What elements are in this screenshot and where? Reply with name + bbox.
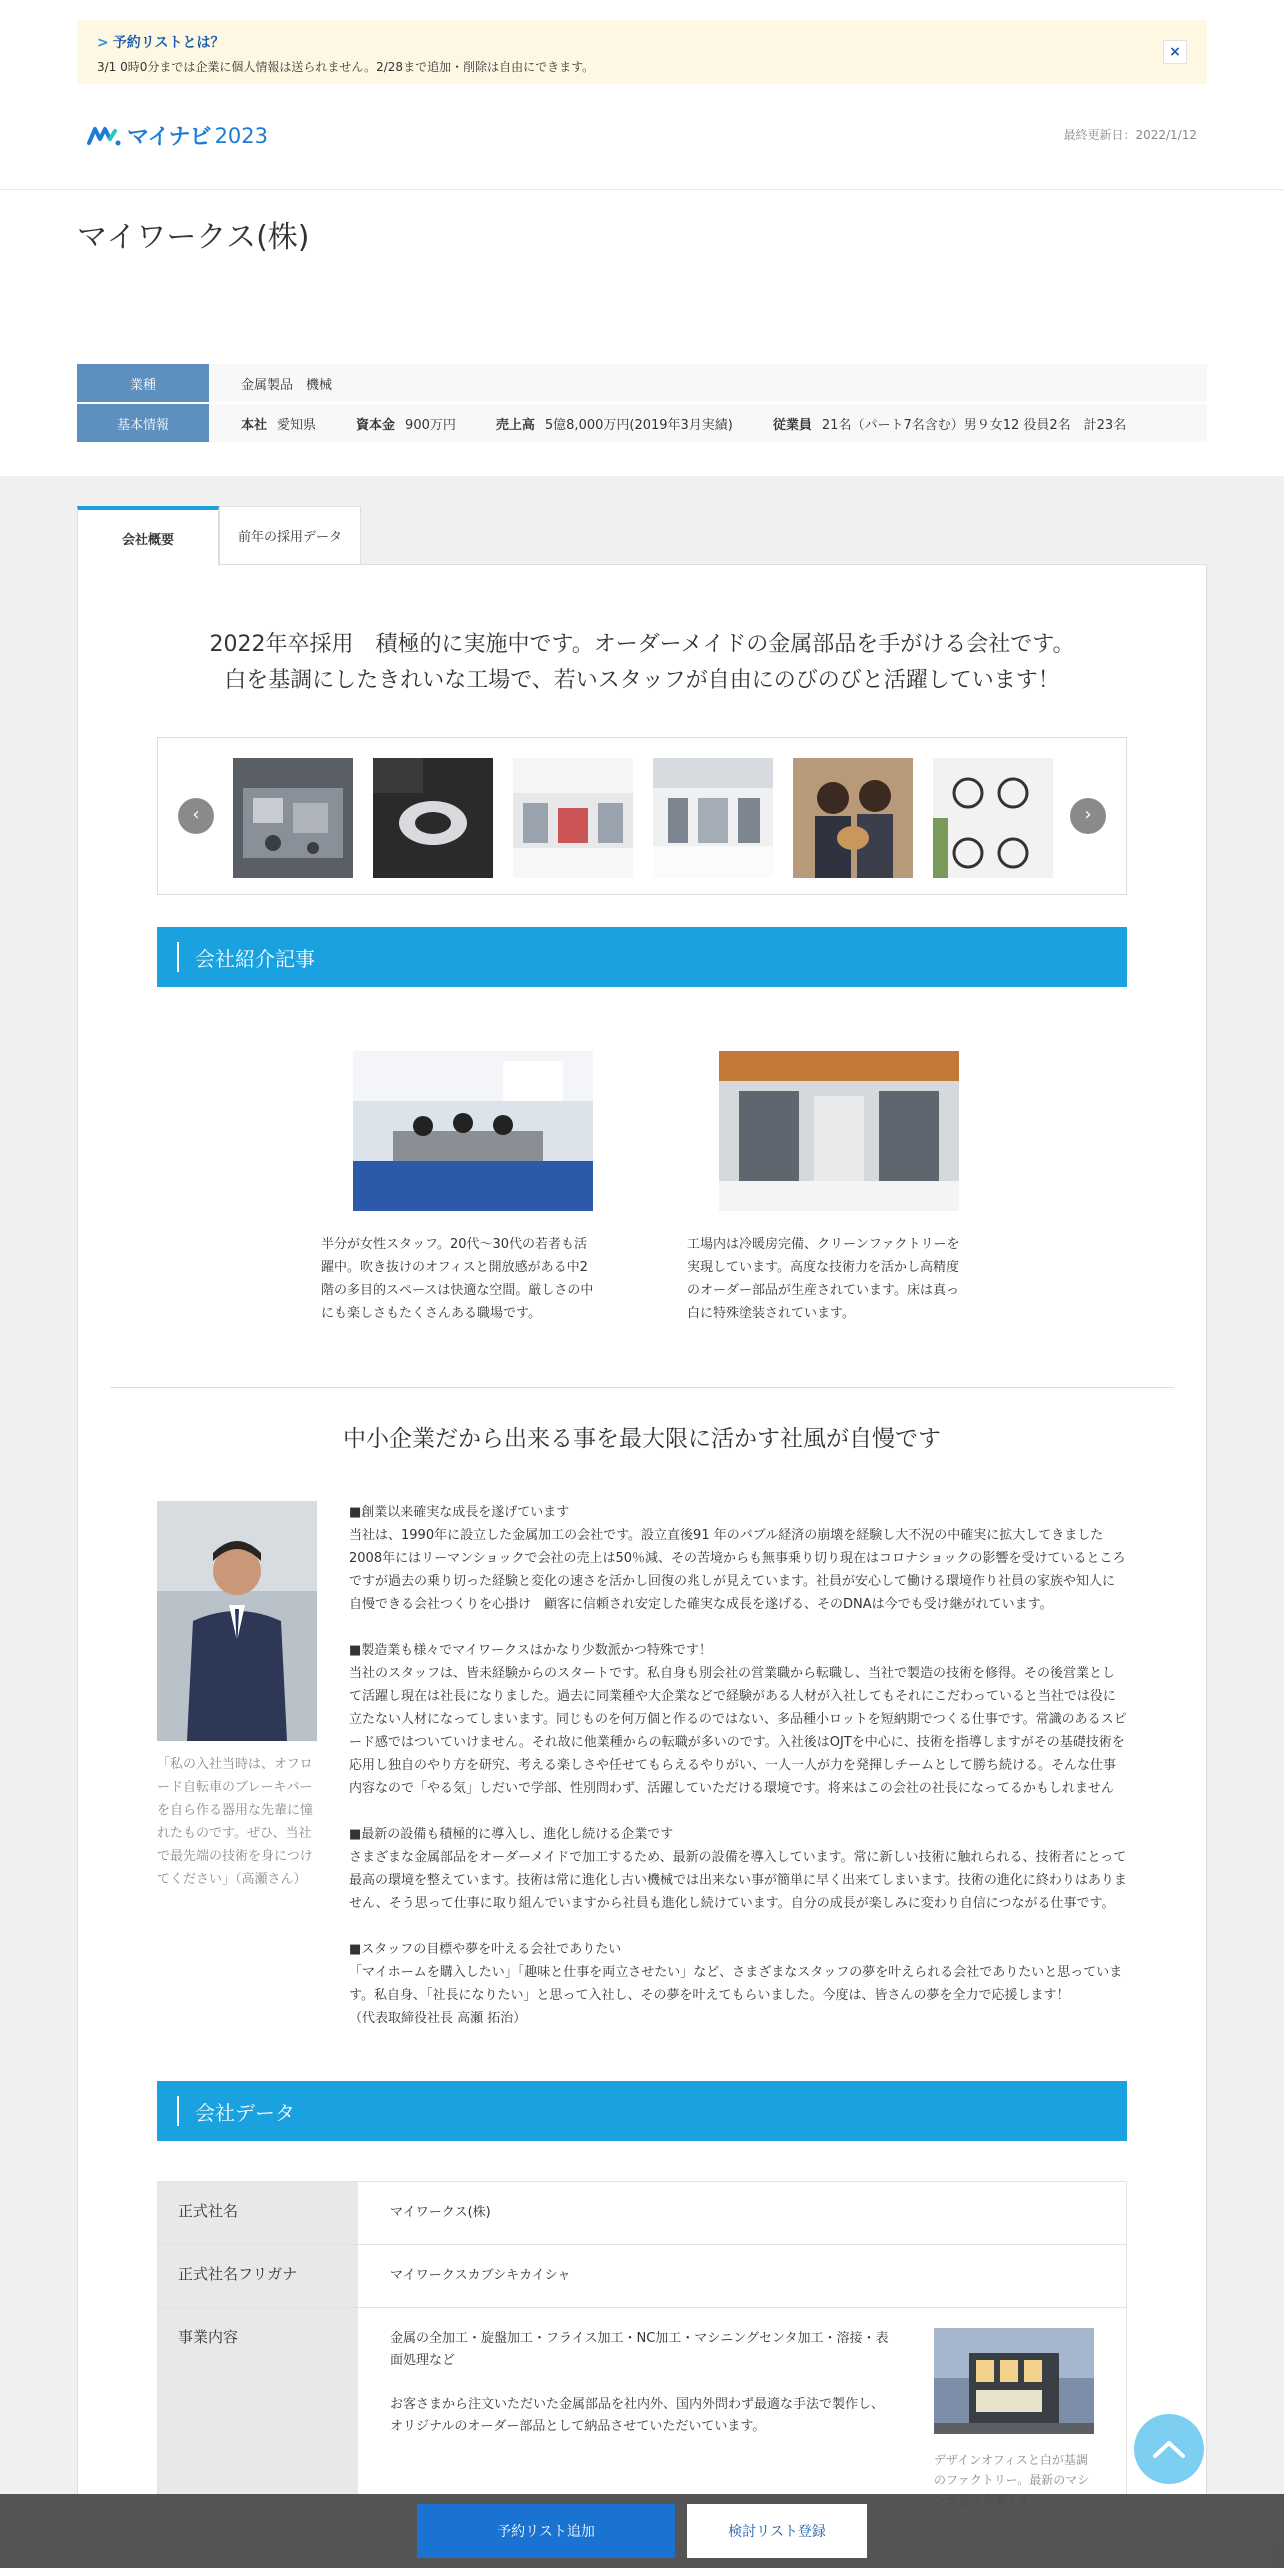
mynavi-logo[interactable]: [87, 120, 268, 151]
business-value: [358, 2308, 1126, 2507]
add-reservation-list-button[interactable]: 予約リスト追加: [417, 2504, 675, 2558]
staff-value: 21名（パート7名含む）男９女12 役員2名 計23名: [821, 417, 1127, 433]
section-company-intro-title: 会社紹介記事: [195, 946, 315, 971]
carousel-prev-button[interactable]: ‹: [178, 798, 214, 834]
bottom-action-bar: [0, 2494, 1284, 2568]
president-message: [157, 1501, 1127, 2053]
capital-info: [356, 414, 456, 433]
carousel-photo-metal-ring[interactable]: [373, 758, 493, 878]
staff-key: 従業員: [772, 417, 812, 433]
photo-carousel: [157, 737, 1127, 895]
business-photo-building: [934, 2328, 1094, 2434]
sales-key: 売上高: [495, 417, 535, 433]
last-updated: 最終更新日：2022/1/12: [1063, 128, 1197, 142]
article-factory: [687, 1051, 963, 1325]
article-photo-factory[interactable]: [719, 1051, 959, 1211]
message-paragraph-manufacturing: ■製造業も様々でマイワークスはかなり少数派かつ特殊です！ 当社のスタッフは、皆未経験からのスタートです。私自身も別会社の営業職から転職し、当社で製造の技術を修得。その後営業として活躍し現在は社長になりました。過去に同業種や大企業などで経験がある人材が入社してもそれにこだわっていると当社では役に立たない人材になってしまいます。同じものを何万個と作るのではない、多品種小ロットを短納期でつくる仕事です。常識のあるスピード感ではついていけません。それ故に他業種からの転職が多いのです。入社後はOJTを中心に、技術を指導しますがその基礎技術を応用し独自のやり方を研究、考える楽しさや任せてもらえるやりがい、一人一人が力を発揮しチームとして勝ち続ける。そんな仕事内容なので「やる気」しだいで学部、性別問わず、活躍していただける環境です。将来はこの会社の社長になってるかもしれません: [349, 1643, 1127, 1796]
hq-key: 本社: [241, 417, 268, 433]
site-header: [0, 84, 1284, 190]
carousel-photo-machine-parts[interactable]: [233, 758, 353, 878]
basic-row: [77, 404, 1207, 442]
main-panel: [77, 564, 1207, 2544]
company-name: マイワークス(株): [77, 220, 310, 255]
notice-text: 3/1 0時0分までは企業に個人情報は送られません。2/28まで追加・削除は自由にできます。: [97, 60, 595, 74]
table-row: [158, 2245, 1126, 2308]
official-name-label: 正式社名: [158, 2182, 358, 2244]
section-bar-mark: [177, 942, 179, 972]
section-company-data-title: 会社データ: [195, 2100, 295, 2125]
furigana-value: マイワークスカブシキカイシャ: [390, 2268, 571, 2283]
president-photo: [157, 1501, 317, 1741]
section-bar-mark: [177, 2096, 179, 2126]
notice-title: 予約リストとは？: [112, 35, 225, 51]
basic-info-table: [77, 364, 1207, 442]
section-company-intro: [157, 927, 1127, 987]
intro-articles: [78, 1051, 1206, 1325]
carousel-next-button[interactable]: ›: [1070, 798, 1106, 834]
president-message-body: [349, 1501, 1127, 2053]
basic-label: 基本情報: [77, 404, 209, 442]
business-text-2: お客さまから注文いただいた金属部品を社内外、国内外問わず最適な手法で製作し、オリジナルのオーダー部品として納品させていただいています。: [390, 2397, 885, 2434]
tab-bar: [0, 476, 1284, 564]
message-paragraph-dreams: ■スタッフの目標や夢を叶える会社でありたい 「マイホームを購入したい」「趣味と仕事を両立させたい」など、さまざまなスタッフの夢を叶えられる会社でありたいと思っています。私自身、「社長になりたい」と思って入社し、その夢を叶えてもらいました。今度は、皆さんの夢を全力で応援します！ （代表取締役社長 高瀬 拓治）: [349, 1942, 1123, 2026]
sales-info: [496, 414, 733, 433]
message-paragraph-equipment: ■最新の設備も積極的に導入し、進化し続ける企業です さまざまな金属部品をオーダーメイドで加工するため、最新の設備を導入しています。常に新しい技術に触れられる、技術者にとって最高の環境を整えています。技術は常に進化し古い機械では出来ない事が簡単に早く出来てしまいます。技術の進化に終わりはありません、そう思って仕事に取り組んでいますから社員も進化し続けています。自分の成長が楽しみに変わり自信につながる仕事です。: [349, 1827, 1127, 1911]
table-row: [158, 2308, 1126, 2508]
chevron-up-icon: [1151, 2438, 1187, 2460]
staff-info: [773, 414, 1126, 433]
official-name-value: マイワークス(株): [390, 2205, 491, 2220]
hq-value: 愛知県: [277, 417, 317, 433]
furigana-label: 正式社名フリガナ: [158, 2245, 358, 2307]
president-photo-column: [157, 1501, 317, 2053]
headline-line-1: 2022年卒採用 積極的に実施中です。オーダーメイドの金属部品を手がける会社です。: [209, 632, 1075, 657]
add-consideration-list-button[interactable]: 検討リスト登録: [687, 2504, 867, 2558]
tab-previous-hiring-data[interactable]: 前年の採用データ: [219, 506, 361, 564]
industry-value: 金属製品 機械: [209, 364, 1207, 402]
carousel-photo-factory-floor[interactable]: [513, 758, 633, 878]
mynavi-logo-icon: [87, 125, 123, 147]
basic-value: [209, 404, 1207, 442]
close-icon[interactable]: ×: [1163, 40, 1187, 64]
business-label: 事業内容: [158, 2308, 358, 2507]
industry-row: [77, 364, 1207, 402]
notice-wrapper: [0, 0, 1284, 84]
business-photo-caption: デザインオフィスと白が基調のファクトリー。最新のマシ: [934, 2453, 1090, 2487]
capital-value: 900万円: [405, 417, 456, 433]
chevron-right-icon: >: [97, 35, 109, 51]
company-header: [0, 190, 1284, 476]
carousel-photo-staff-with-dog[interactable]: [793, 758, 913, 878]
capital-key: 資本金: [356, 417, 396, 433]
headline-line-2: 白を基調にしたきれいな工場で、若いスタッフが自由にのびのびと活躍しています！: [224, 668, 1060, 693]
company-data-table: [157, 2181, 1127, 2509]
message-paragraph-growth: ■創業以来確実な成長を遂げています 当社は、1990年に設立した金属加工の会社です。設立直後91 年のバブル経済の崩壊を経験し大不況の中確実に拡大してきました2008年にはリーマンショックで会社の売上は50％減、その苦境からも無事乗り切り現在はコロナショックの影響を受けているところですが過去の乗り切った経験と変化の速さを活かし回復の兆しが見えています。社員が安心して働ける環境作り社員の家族や知人に自慢できる会社つくりを心掛け 顧客に信頼され安定した確実な成長を遂げる、そのDNAは今でも受け継がれています。: [349, 1505, 1126, 1612]
article-office: [321, 1051, 597, 1325]
president-photo-caption: 「私の入社当時は、オフロード自転車のブレーキバーを自ら作る器用な先輩に憧れたものです。ぜひ、当社で最先端の技術を身につけてください」（高瀬さん）: [157, 1757, 314, 1887]
industry-label: 業種: [77, 364, 209, 402]
recruit-headline: [78, 627, 1206, 699]
logo-name: マイナビ: [127, 125, 211, 150]
business-text: [390, 2328, 894, 2487]
article-office-text: 半分が女性スタッフ。20代～30代の若者も活躍中。吹き抜けのオフィスと開放感がある中2階の多目的スペースは快適な空間。厳しさの中にも楽しさもたくさんある職場です。: [321, 1237, 594, 1321]
article-photo-office[interactable]: [353, 1051, 593, 1211]
business-photo-column: [934, 2328, 1094, 2487]
section-company-data: [157, 2081, 1127, 2141]
section-divider: [110, 1387, 1174, 1388]
culture-headline: 中小企業だから出来る事を最大限に活かす社風が自慢です: [343, 1426, 941, 1452]
sales-value: 5億8,000万円(2019年3月実績): [544, 417, 733, 433]
carousel-track: [233, 758, 1053, 878]
business-text-1: 金属の全加工・旋盤加工・フライス加工・NC加工・マシニングセンタ加工・溶接・表面処理など: [390, 2331, 889, 2368]
table-row: [158, 2182, 1126, 2245]
article-factory-text: 工場内は冷暖房完備、クリーンファクトリーを実現しています。高度な技術力を活かし高精度のオーダー部品が生産されています。床は真っ白に特殊塗装されています。: [687, 1237, 960, 1321]
carousel-photo-bicycles[interactable]: [933, 758, 1053, 878]
logo-year: 2023: [214, 123, 269, 148]
notice-title-link[interactable]: [97, 32, 1187, 52]
scroll-to-top-button[interactable]: [1134, 2414, 1204, 2484]
reservation-notice: [77, 20, 1207, 84]
hq-info: [241, 414, 316, 433]
carousel-photo-clean-factory[interactable]: [653, 758, 773, 878]
tab-company-overview[interactable]: 会社概要: [77, 506, 219, 566]
